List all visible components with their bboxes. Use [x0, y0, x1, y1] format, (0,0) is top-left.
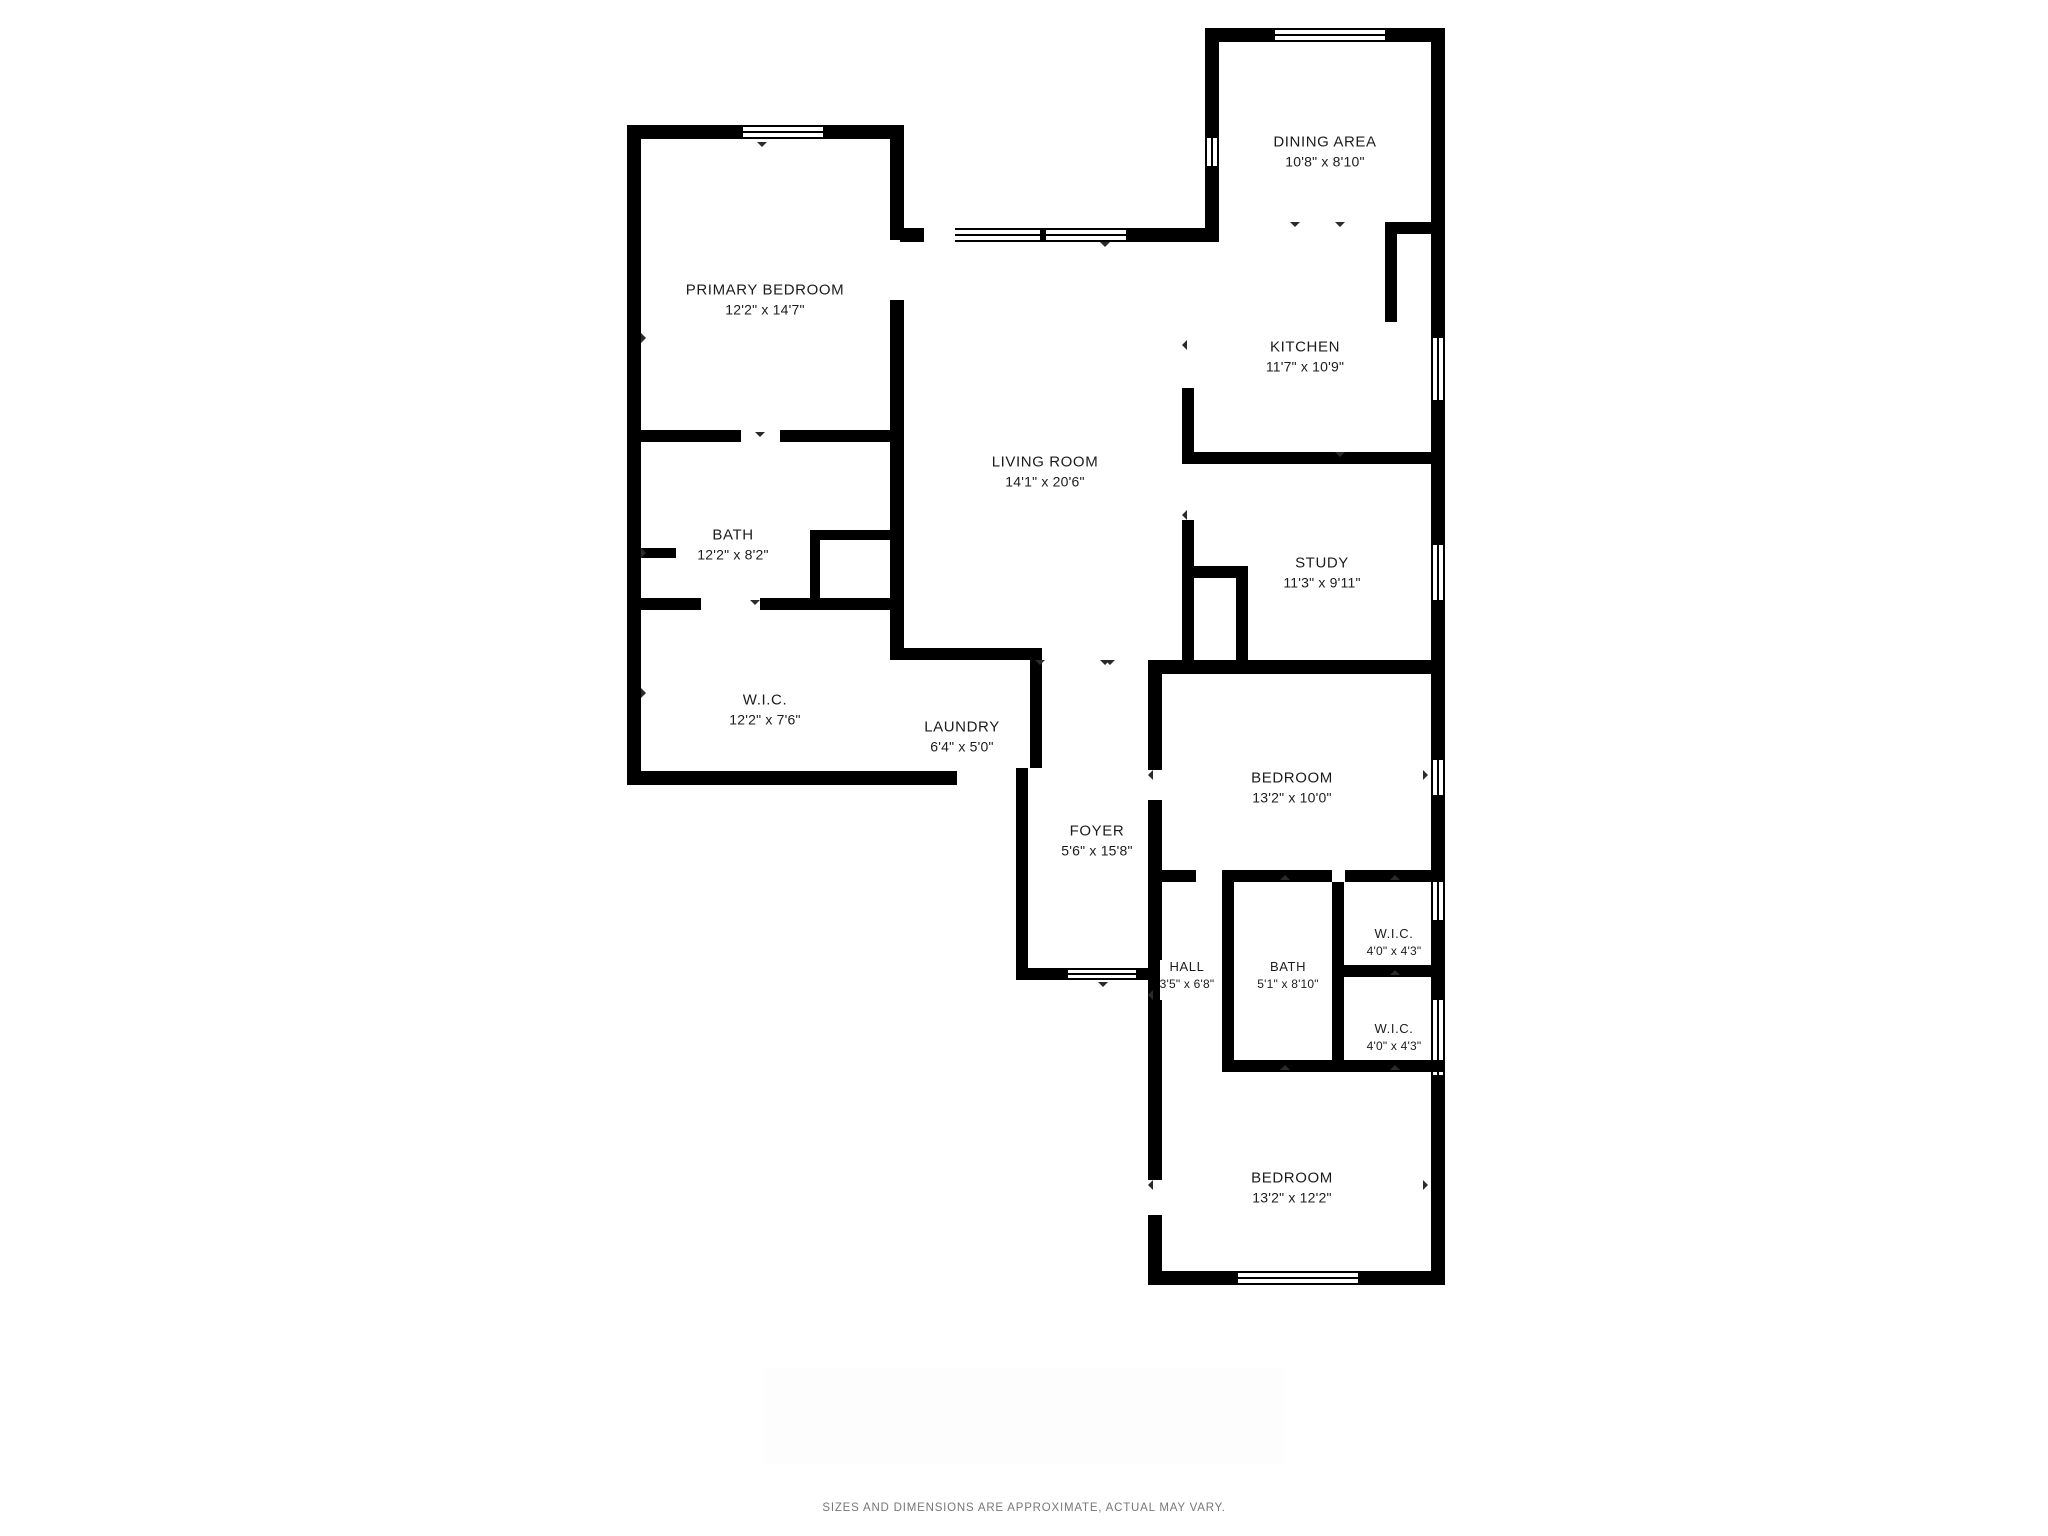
window-wic-upper-right — [1431, 880, 1445, 920]
wall-primary-bath-divider-left — [641, 430, 741, 442]
room-label-wic-upper — [1367, 926, 1422, 958]
window-dining-left — [1205, 138, 1219, 166]
door-marker-kitchen-left — [1182, 340, 1187, 350]
wall-primary-left — [627, 125, 641, 785]
room-label-living-room — [992, 453, 1099, 490]
room-label-wic-lower — [1367, 1021, 1422, 1053]
room-name: PRIMARY BEDROOM — [685, 281, 845, 299]
room-dimensions: 10'8" x 8'10" — [1285, 153, 1365, 170]
door-marker-wic-upper-top — [1390, 875, 1400, 880]
wall-foyer-bottom-a — [1016, 968, 1068, 980]
room-dimensions: 3'5" x 6'8" — [1159, 976, 1215, 991]
room-dimensions: 11'7" x 10'9" — [1265, 358, 1345, 375]
door-marker-bedroom3-left — [1148, 1180, 1153, 1190]
wall-study-closet-right — [1236, 566, 1248, 662]
window-study-right — [1431, 545, 1445, 600]
room-label-bedroom-3 — [1251, 1169, 1333, 1206]
wall-foyer-left — [1016, 768, 1028, 980]
door-marker-bath-hall-top — [1280, 875, 1290, 880]
wall-se-block-top — [1148, 660, 1445, 674]
room-name: W.I.C. — [742, 691, 788, 709]
wall-hall-left — [1148, 882, 1160, 1072]
window-bedroom3-bottom — [1238, 1271, 1358, 1285]
wall-right-wing-right-a — [1431, 28, 1445, 338]
door-marker-laundry-entry — [1105, 660, 1115, 665]
wall-bath-vanity-jog — [641, 548, 676, 558]
room-dimensions: 11'3" x 9'11" — [1283, 574, 1361, 591]
room-dimensions: 5'1" x 8'10" — [1257, 976, 1319, 991]
window-primary-top — [743, 125, 823, 139]
room-dimensions: 12'2" x 8'2" — [697, 546, 769, 563]
room-name: FOYER — [1069, 822, 1125, 840]
room-dimensions: 14'1" x 20'6" — [1005, 473, 1085, 490]
door-marker-wic-lower-bottom — [1390, 1065, 1400, 1070]
room-label-primary-bedroom — [686, 281, 844, 318]
wall-bath-shower-top — [810, 530, 892, 540]
room-dimensions: 5'6" x 15'8" — [1061, 842, 1133, 859]
door-marker-hall-left — [1148, 990, 1153, 1000]
room-name: LIVING ROOM — [991, 453, 1099, 471]
room-name: BATH — [712, 526, 754, 544]
room-label-kitchen — [1266, 338, 1344, 375]
room-label-bedroom-2 — [1251, 769, 1333, 806]
wall-bedroom2-bottom-b — [1222, 870, 1332, 882]
wall-se-block-bottom-b — [1358, 1271, 1445, 1285]
disclaimer-text: SIZES AND DIMENSIONS ARE APPROXIMATE, ACTUAL MAY VARY. — [822, 1502, 1226, 1514]
wall-se-block-bottom-a — [1148, 1271, 1238, 1285]
room-dimensions: 4'0" x 4'3" — [1366, 1038, 1422, 1053]
wall-se-block-right-c — [1431, 920, 1445, 1000]
door-marker-kitchen-bottom — [1335, 452, 1345, 457]
door-marker-bedroom3-right — [1423, 1180, 1428, 1190]
wall-dining-left-lower — [1205, 165, 1219, 235]
room-dimensions: 12'2" x 7'6" — [729, 711, 801, 728]
door-marker-living-top — [1100, 242, 1110, 247]
door-marker-bath-to-wic — [750, 600, 760, 605]
room-name: KITCHEN — [1269, 338, 1341, 356]
door-marker-primary-left — [641, 333, 646, 343]
wall-primary-bath-divider-right — [780, 430, 892, 442]
wall-living-top-b — [1126, 228, 1219, 242]
wall-left-wing-bottom — [627, 771, 957, 785]
room-label-wic-primary — [729, 691, 800, 728]
room-label-dining-area — [1273, 133, 1376, 170]
door-marker-primary-to-bath — [755, 432, 765, 437]
window-dining-top — [1275, 28, 1385, 42]
room-name: HALL — [1169, 958, 1205, 974]
door-marker-wic-upper-bottom — [1390, 970, 1400, 975]
wall-primary-right-upper — [890, 125, 904, 240]
room-name: LAUNDRY — [924, 718, 1000, 736]
room-label-foyer — [1061, 822, 1132, 859]
wall-right-wing-right-c — [1431, 600, 1445, 660]
wall-dining-left-upper — [1205, 28, 1219, 138]
door-marker-bath-hall-bottom — [1280, 1065, 1290, 1070]
wall-kitchen-nook-top — [1385, 222, 1433, 234]
door-marker-bedroom2-left — [1148, 770, 1153, 780]
wall-bath-wic-divider-left — [641, 598, 701, 610]
room-dimensions: 4'0" x 4'3" — [1366, 943, 1422, 958]
window-living-top-left — [955, 228, 1040, 242]
room-label-laundry — [924, 718, 1000, 755]
room-label-study — [1283, 554, 1360, 591]
door-marker-primary-bed-top — [757, 142, 767, 147]
door-marker-bath-left — [641, 548, 646, 558]
room-dimensions: 12'2" x 14'7" — [725, 301, 805, 318]
window-living-top-right — [1046, 228, 1126, 242]
wall-living-kitchen-vertical-b — [1182, 520, 1194, 566]
wall-bath-shower-left — [810, 530, 820, 600]
room-name: DINING AREA — [1273, 133, 1377, 151]
room-name: W.I.C. — [1374, 1020, 1414, 1036]
wall-living-study-vertical — [1182, 566, 1194, 666]
room-name: BATH — [1269, 958, 1307, 974]
wall-kitchen-nook-left — [1385, 222, 1397, 322]
wall-laundry-top — [890, 648, 1042, 660]
window-bedroom2-right — [1431, 760, 1445, 795]
room-name: BEDROOM — [1251, 1169, 1333, 1187]
door-marker-study-left — [1182, 510, 1187, 520]
door-marker-dining-left — [1290, 222, 1300, 227]
wall-right-wing-right-b — [1431, 400, 1445, 545]
window-foyer-entry — [1068, 968, 1136, 980]
wall-se-block-right-a — [1431, 660, 1445, 760]
room-name: STUDY — [1295, 554, 1349, 572]
room-dimensions: 13'2" x 12'2" — [1252, 1189, 1332, 1206]
wall-kitchen-bottom — [1182, 452, 1432, 464]
wall-bedroom2-bottom-a — [1148, 870, 1196, 882]
door-marker-bedroom2-right — [1423, 770, 1428, 780]
wall-bath-wic-divider-right — [760, 598, 892, 610]
room-name: W.I.C. — [1374, 925, 1414, 941]
watermark — [764, 1368, 1284, 1464]
wall-primary-top-a — [627, 125, 743, 139]
room-label-bath-hall — [1257, 959, 1319, 991]
door-marker-wic-left — [641, 688, 646, 698]
wall-primary-right-lower — [890, 300, 904, 660]
room-dimensions: 13'2" x 10'0" — [1252, 789, 1332, 806]
room-label-bath-primary — [697, 526, 768, 563]
door-marker-laundry-top — [1035, 660, 1045, 665]
door-marker-kitchen-nook — [1335, 222, 1345, 227]
window-kitchen-right — [1431, 338, 1445, 400]
room-label-hall — [1160, 959, 1215, 991]
wall-laundry-right — [1030, 648, 1042, 768]
wall-living-kitchen-vertical-a — [1182, 388, 1194, 460]
wall-se-block-left-a — [1148, 660, 1162, 770]
door-marker-foyer-bottom — [1098, 982, 1108, 987]
wall-se-block-right-d — [1431, 1075, 1445, 1285]
wall-se-block-right-b — [1431, 795, 1445, 880]
wall-bath-hall-right — [1332, 882, 1344, 1072]
room-name: BEDROOM — [1251, 769, 1333, 787]
room-dimensions: 6'4" x 5'0" — [930, 738, 994, 755]
wall-bath-hall-left — [1222, 882, 1234, 1072]
